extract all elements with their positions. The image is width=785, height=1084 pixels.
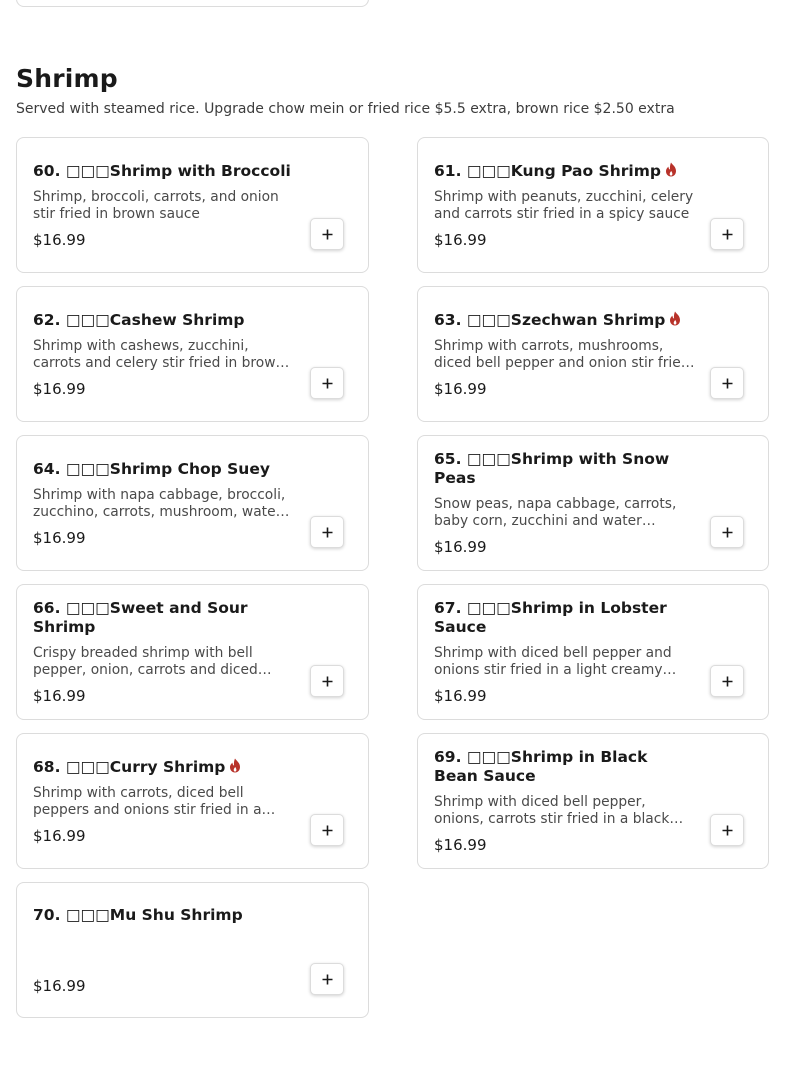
- menu-item-card[interactable]: [16, 286, 369, 422]
- menu-item-body: [434, 287, 696, 421]
- plus-icon: [322, 676, 333, 687]
- menu-item-name: [33, 460, 295, 479]
- menu-item-name: [33, 906, 295, 925]
- menu-item-name-text: 70. □□□Mu Shu Shrimp: [33, 905, 243, 924]
- plus-icon: [722, 676, 733, 687]
- plus-icon: [722, 229, 733, 240]
- menu-item-name-text: 64. □□□Shrimp Chop Suey: [33, 459, 270, 478]
- plus-icon: [722, 527, 733, 538]
- menu-item-card[interactable]: [417, 733, 769, 869]
- menu-item-body: [33, 585, 295, 719]
- plus-icon: [322, 825, 333, 836]
- menu-item-description: Shrimp with carrots, diced bell peppers and onions stir fried in a: [33, 784, 262, 818]
- plus-icon: [322, 378, 333, 389]
- menu-item-description: Shrimp with cashews, zucchini, carrots and celery stir fried in brown: [33, 337, 285, 371]
- menu-item-body: [434, 585, 696, 719]
- menu-item-card[interactable]: [16, 882, 369, 1018]
- menu-item-price: $16.99: [434, 230, 487, 249]
- menu-item-name: [434, 748, 696, 786]
- menu-item-description: Shrimp with diced bell pepper, onions, carrots stir fried in a black: [434, 794, 670, 827]
- plus-icon: [722, 825, 733, 836]
- menu-item-name-text: 65. □□□Shrimp with Snow Peas: [434, 450, 670, 487]
- menu-item-description: Shrimp with carrots, mushrooms, diced bell pepper and onion stir fried: [434, 337, 690, 371]
- menu-item-body: [33, 883, 295, 1017]
- menu-item-body: [33, 138, 295, 272]
- menu-item-name-text: 61. □□□Kung Pao Shrimp: [434, 161, 661, 180]
- menu-item-description: Shrimp with napa cabbage, broccoli, zucchino, carrots, mushroom, water: [33, 486, 286, 520]
- chili-pepper-icon: [669, 311, 681, 326]
- menu-item-body: [33, 734, 295, 868]
- menu-item-name: [434, 311, 696, 330]
- menu-item-name-text: 69. □□□Shrimp in Black Bean Sauce: [434, 748, 648, 785]
- plus-icon: [322, 527, 333, 538]
- menu-item-card[interactable]: [417, 584, 769, 720]
- menu-item-price: $16.99: [33, 230, 86, 249]
- chili-pepper-icon: [665, 162, 677, 177]
- menu-item-price: $16.99: [434, 379, 487, 398]
- add-to-cart-button[interactable]: [310, 367, 344, 399]
- menu-item-body: [434, 734, 696, 868]
- menu-item-name: [434, 599, 696, 637]
- menu-item-name-text: 68. □□□Curry Shrimp: [33, 757, 226, 776]
- menu-item-name: [33, 758, 295, 777]
- add-to-cart-button[interactable]: [310, 218, 344, 250]
- plus-icon: [322, 229, 333, 240]
- add-to-cart-button[interactable]: [310, 963, 344, 995]
- menu-item-name-text: 63. □□□Szechwan Shrimp: [434, 310, 666, 329]
- menu-item-name: [33, 311, 295, 330]
- menu-item-description: Shrimp, broccoli, carrots, and onion stir fried in brown sauce: [33, 188, 279, 222]
- menu-item-price: $16.99: [434, 836, 487, 854]
- menu-item-price: $16.99: [434, 538, 487, 556]
- menu-item-name: [434, 162, 696, 181]
- menu-item-description: Shrimp with diced bell pepper and onions stir fried in a light creamy: [434, 645, 672, 678]
- menu-item-body: [33, 287, 295, 421]
- menu-item-card[interactable]: [16, 733, 369, 869]
- menu-item-name-text: 66. □□□Sweet and Sour Shrimp: [33, 599, 248, 636]
- menu-item-grid: [16, 137, 769, 1018]
- menu-item-price: $16.99: [33, 379, 86, 398]
- menu-item-price: $16.99: [33, 826, 86, 845]
- add-to-cart-button[interactable]: [710, 814, 744, 846]
- menu-item-body: [33, 436, 295, 570]
- section-description: Served with steamed rice. Upgrade chow mein or fried rice $5.5 extra, brown rice $2.50 extra: [16, 101, 675, 117]
- add-to-cart-button[interactable]: [710, 516, 744, 548]
- menu-item-name: [434, 450, 696, 488]
- menu-item-card[interactable]: [16, 137, 369, 273]
- menu-item-card[interactable]: [16, 584, 369, 720]
- menu-item-card[interactable]: [417, 435, 769, 571]
- menu-item-description: [33, 933, 295, 969]
- plus-icon: [322, 974, 333, 985]
- add-to-cart-button[interactable]: [710, 218, 744, 250]
- menu-item-price: $16.99: [33, 528, 86, 547]
- menu-item-price: $16.99: [33, 976, 86, 995]
- menu-item-name-text: 60. □□□Shrimp with Broccoli: [33, 161, 291, 180]
- menu-item-price: $16.99: [33, 687, 86, 705]
- menu-item-card[interactable]: [16, 435, 369, 571]
- plus-icon: [722, 378, 733, 389]
- section-title: Shrimp: [16, 64, 118, 93]
- menu-item-description: Snow peas, napa cabbage, carrots, baby corn, zucchini and water: [434, 496, 677, 529]
- menu-item-card[interactable]: [417, 137, 769, 273]
- menu-item-body: [434, 436, 696, 570]
- add-to-cart-button[interactable]: [310, 665, 344, 697]
- add-to-cart-button[interactable]: [710, 367, 744, 399]
- menu-item-price: $16.99: [434, 687, 487, 705]
- menu-item-card[interactable]: [417, 286, 769, 422]
- add-to-cart-button[interactable]: [710, 665, 744, 697]
- chili-pepper-icon: [229, 758, 241, 773]
- menu-item-name: [33, 162, 295, 181]
- add-to-cart-button[interactable]: [310, 814, 344, 846]
- menu-item-name-text: 62. □□□Cashew Shrimp: [33, 310, 245, 329]
- menu-item-description: Shrimp with peanuts, zucchini, celery and carrots stir fried in a spicy sauce: [434, 188, 694, 222]
- previous-menu-item-card[interactable]: [16, 0, 369, 7]
- menu-item-name-text: 67. □□□Shrimp in Lobster Sauce: [434, 599, 667, 636]
- menu-item-description: Crispy breaded shrimp with bell pepper, onion, carrots and diced: [33, 645, 258, 678]
- menu-item-name: [33, 599, 295, 637]
- add-to-cart-button[interactable]: [310, 516, 344, 548]
- menu-item-body: [434, 138, 696, 272]
